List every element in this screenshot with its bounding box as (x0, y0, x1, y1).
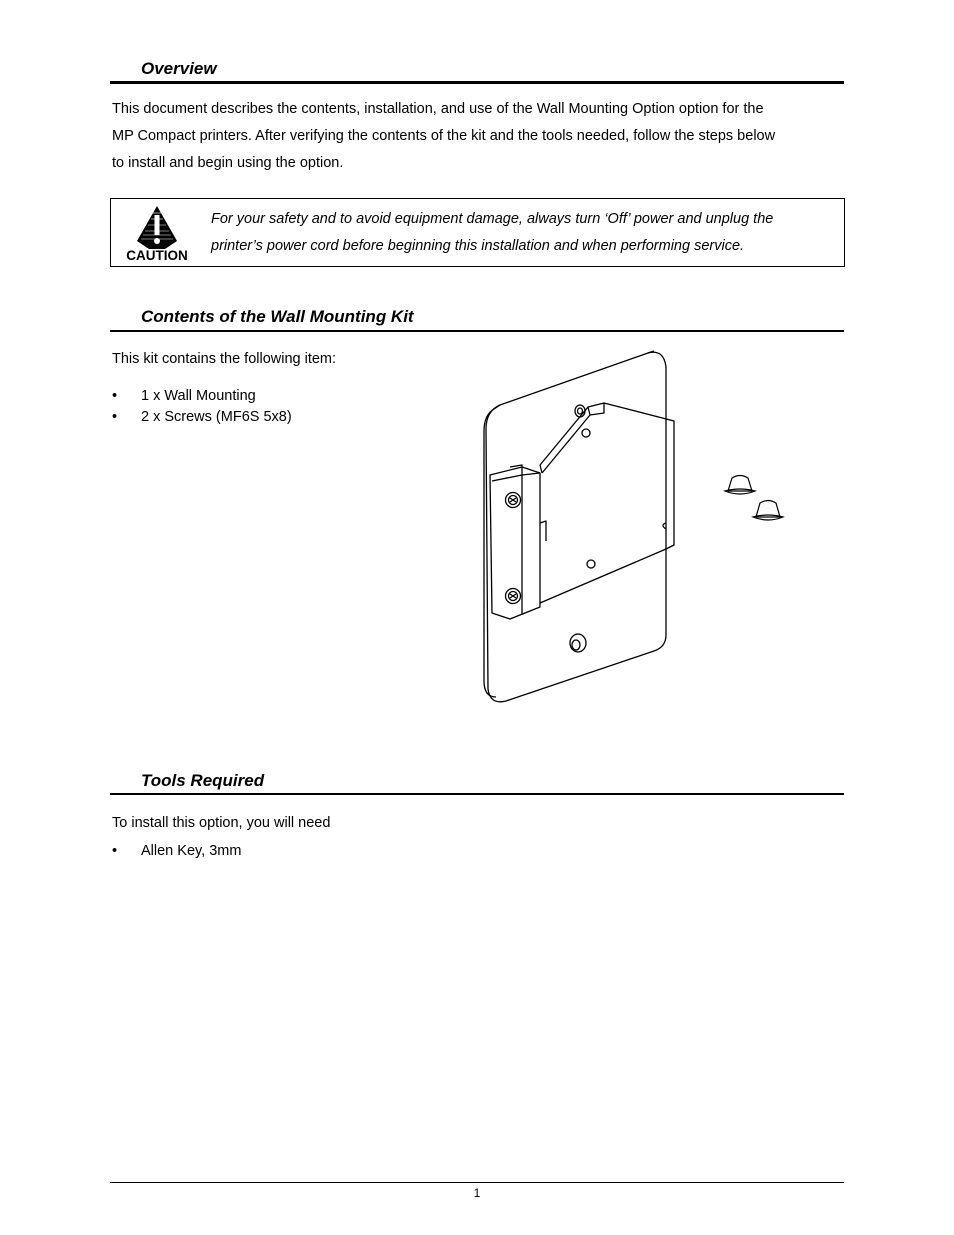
bullet-icon: • (112, 409, 118, 425)
overview-line-2: MP Compact printers. After verifying the contents of the kit and the tools needed, follow the steps below (112, 128, 776, 144)
page-number: 1 (473, 1186, 481, 1200)
list-item (112, 407, 292, 428)
tools-heading: Tools Required (141, 771, 265, 790)
overview-paragraph (112, 96, 832, 177)
caution-line-2: printer’s power cord before beginning this installation and when performing service. (211, 238, 745, 254)
tools-intro: To install this option, you will need (112, 815, 331, 831)
contents-heading: Contents of the Wall Mounting Kit (141, 307, 414, 326)
tools-rule (110, 793, 844, 795)
list-item (112, 841, 241, 862)
caution-label: CAUTION (126, 248, 188, 263)
list-item (112, 386, 292, 407)
bullet-icon: • (112, 843, 118, 859)
contents-rule (110, 330, 844, 332)
tools-list (112, 841, 241, 862)
wall-mounting-plate-illustration (470, 345, 800, 710)
caution-box (110, 198, 845, 267)
caution-line-1: For your safety and to avoid equipment damage, always turn ‘Off’ power and unplug the (211, 211, 774, 227)
bullet-icon: • (112, 388, 118, 404)
list-item-text: 2 x Screws (MF6S 5x8) (141, 409, 292, 425)
overview-line-3: to install and begin using the option. (112, 155, 344, 171)
caution-text (211, 206, 836, 260)
footer-rule (110, 1182, 844, 1183)
contents-list (112, 386, 292, 428)
list-item-text: Allen Key, 3mm (141, 843, 242, 859)
list-item-text: 1 x Wall Mounting (141, 388, 256, 404)
contents-intro: This kit contains the following item: (112, 351, 337, 367)
overview-heading: Overview (141, 59, 217, 78)
overview-rule (110, 81, 844, 84)
overview-line-1: This document describes the contents, installation, and use of the Wall Mounting Option option for the (112, 101, 764, 117)
